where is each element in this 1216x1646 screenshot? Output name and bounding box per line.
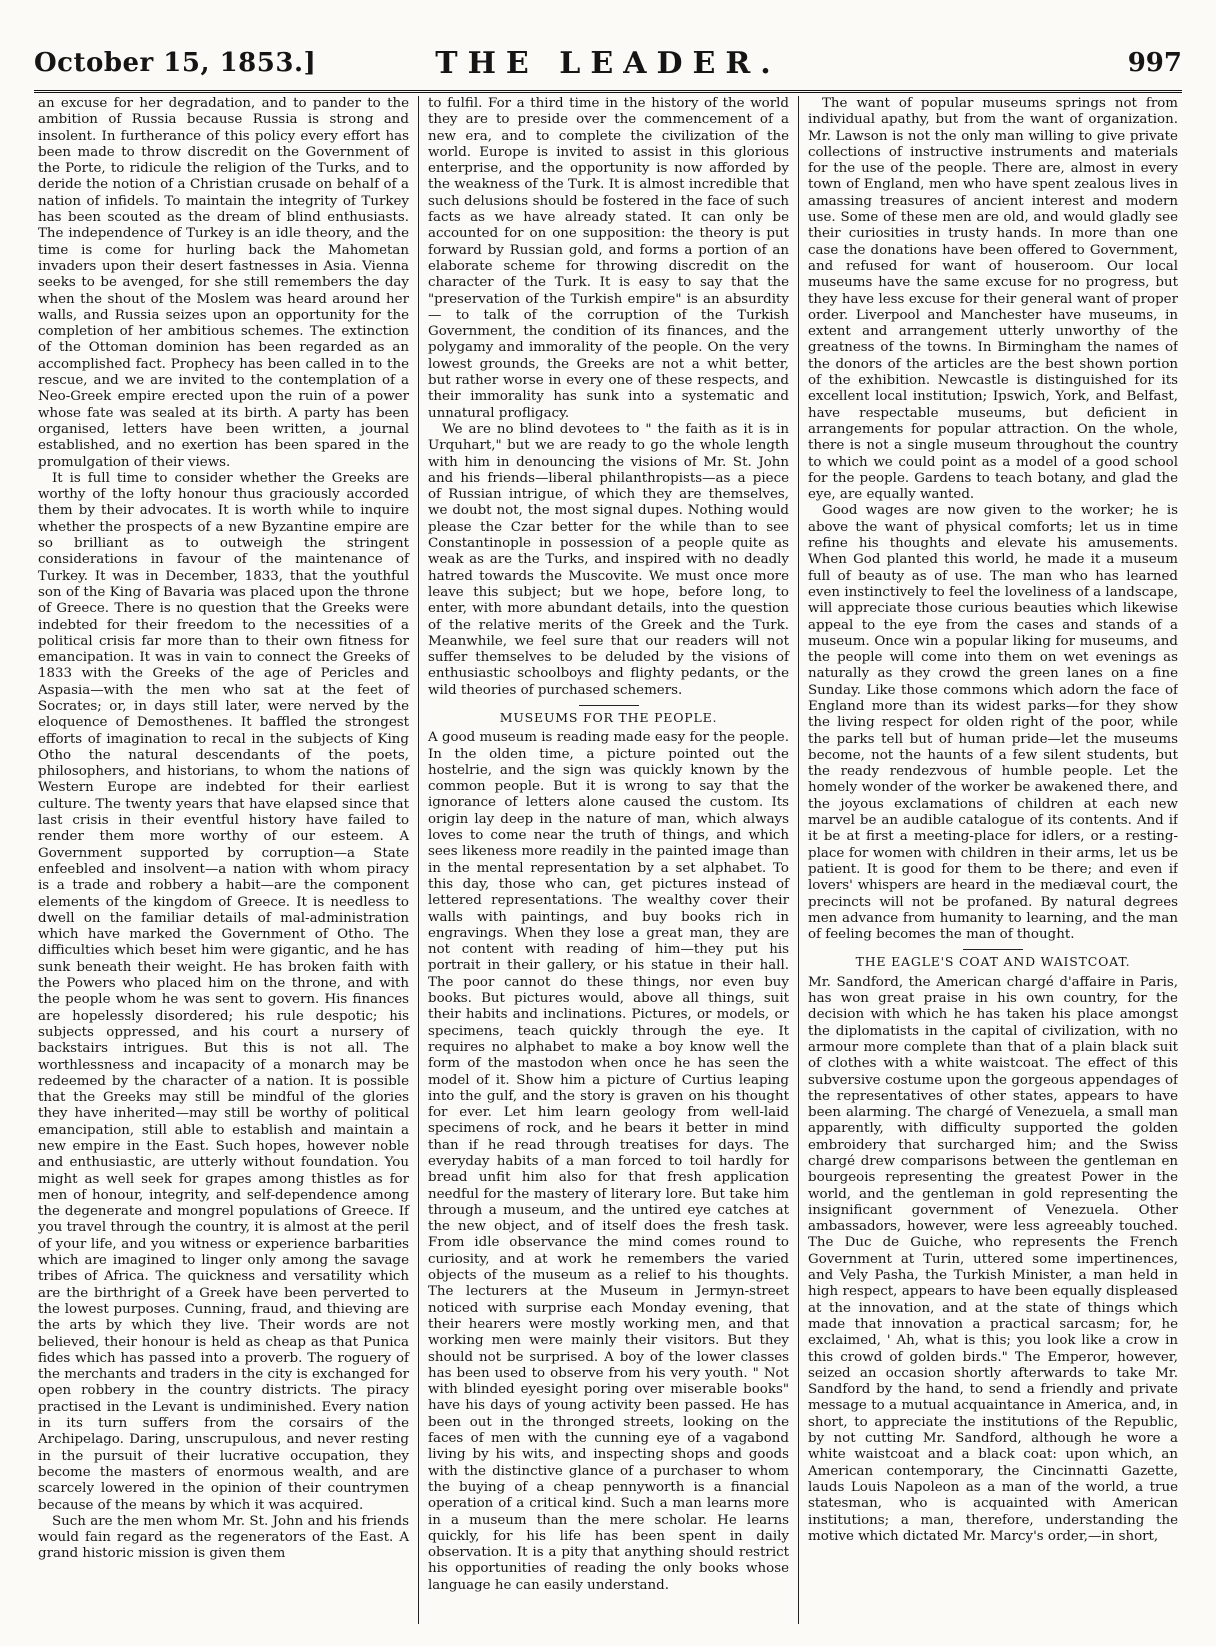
masthead <box>34 40 1182 90</box>
page-number: 997 <box>1127 48 1182 78</box>
newspaper-title: THE LEADER. <box>435 46 781 81</box>
column-2 <box>418 96 798 1624</box>
section-title-eagles-coat: THE EAGLE'S COAT AND WAISTCOAT. <box>855 954 1131 970</box>
article-paragraph: to fulfil. For a third time in the history of the world they are to preside over the commencement of a new era, and to complete the civilization of the world. Europe is invited to assist in this glorious enterprise, and the opportunity is now afforded by the weakness of the Turk. It is almost incredible that such delusions should be fostered in the face of such facts as we have already stated. It can only be accounted for on one supposition: the theory is put forward by Russian gold, and forms a portion of an elaborate scheme for throwing discredit on the character of the Turk. It is easy to say that the "preservation of the Turkish empire" is an absurdity — to talk of the corruption of the Turkish Government, the condition of its finances, and the polygamy and immorality of the people. On the very lowest grounds, the Greeks are not a whit better, but rather worse in every one of these respects, and their immorality has sunk into a systematic and unnatural profligacy. <box>428 96 789 421</box>
article-paragraph: A good museum is reading made easy for the people. In the olden time, a picture pointed out the hostelrie, and the sign was quickly known by the common people. But it is wrong to say that the ignorance of letters alone caused the custom. Its origin lay deep in the nature of man, which always loves to come near the truth of things, and which sees likeness more readily in the painted image than in the mental representation by a set alphabet. To this day, those who can, get pictures instead of lettered representations. The wealthy cover their walls with paintings, and buy books rich in engravings. When they lose a great man, they are not content with reading of him—they put his portrait in their gallery, or his statue in their hall. The poor cannot do these things, nor even buy books. But pictures would, above all things, suit their habits and inclinations. Pictures, or models, or specimens, teach quickly through the eye. It requires no alphabet to make a boy know well the form of the mastodon when once he has seen the model of it. Show him a picture of Curtius leaping into the gulf, and the story is graven on his thought for ever. Let him learn geology from well-laid specimens of rock, and he bears it better in mind than if he read through treatises for days. The everyday habits of a man forced to toil hardly for bread unfit him also for that fresh application needful for the mastery of literary lore. But take him through a museum, and the untired eye catches at the new object, and of itself does the fresh task. From idle observance the mind comes round to curiosity, and at work he remembers the varied objects of the museum as a relief to his thoughts. The lecturers at the Museum in Jermyn-street noticed with surprise each Monday evening, that their hearers were mostly working men, and that working men were mainly their visitors. But they should not be surprised. A boy of the lower classes has been used to observe from his very youth. " Not with blinded eyesight poring over miserable books" have his days of young activity been passed. He has been out in the thronged streets, looking on the faces of men with the cunning eye of a vagabond living by his wits, and inspecting shops and goods with the distinctive glance of a purchaser to whom the buying of a cheap pennyworth is a financial operation of a critical kind. Such a man learns more in a museum than the mere scholar. He learns quickly, for his life has been spent in daily observation. It is a pity that anything should restrict his opportunities of reading the only books whose language he can easily understand. <box>428 730 789 1593</box>
masthead-rule <box>34 90 1182 93</box>
article-paragraph: Good wages are now given to the worker; he is above the want of physical comforts; let us in time refine his thoughts and elevate his amusements. When God planted this world, he made it a museum full of beauty as of use. The man who has learned even instinctively to feel the loveliness of a landscape, will appreciate those curious beauties which likewise appeal to the eye from the cases and stands of a museum. Once win a popular liking for museums, and the people will come into them on wet evenings as naturally as they crowd the green lanes on a fine Sunday. Like those commons which adorn the face of England more than its widest parks—for they show the living respect for olden right of the poor, while the parks tell but of human pride—let the museums become, not the haunts of a few silent students, but the ready rendezvous of humble people. Let the homely wonder of the worker be awakened there, and the joyous exclamations of children at each new marvel be an audible catalogue of its contents. And if it be at first a meeting-place for idlers, or a resting-place for women with children in their arms, let us be patient. It is good for them to be there; and even if lovers' whispers are heard in the mediæval court, the precincts will not be profaned. By natural degrees men advance from humanity to learning, and the man of feeling becomes the man of thought. <box>808 503 1178 943</box>
column-1 <box>38 96 418 1624</box>
article-paragraph: Such are the men whom Mr. St. John and his friends would fain regard as the regenerators of the East. A grand historic mission is given them <box>38 1513 409 1562</box>
column-3 <box>798 96 1178 1624</box>
section-divider <box>963 949 1023 950</box>
text-columns <box>38 96 1178 1624</box>
section-title-museums: MUSEUMS FOR THE PEOPLE. <box>499 709 718 725</box>
article-paragraph: Mr. Sandford, the American chargé d'affaire in Paris, has won great praise in his own country, for the decision with which he has taken his place amongst the diplomatists in the capital of civilization, with no armour more complete than that of a plain black suit of clothes with a white waistcoat. The effect of this subversive costume upon the gorgeous appendages of the representatives of other states, appears to have been alarming. The chargé of Venezuela, a small man apparently, with difficulty supported the golden embroidery that surcharged him; and the Swiss chargé drew comparisons between the gentleman en bourgeois representing the greatest Power in the world, and the gentleman in gold representing the insignificant government of Venezuela. Other ambassadors, however, were less agreeably touched. The Duc de Guiche, who represents the French Government at Turin, uttered some impertinences, and Vely Pasha, the Turkish Minister, a man held in high respect, appears to have been equally displeased at the innovation, and at the state of things which made that innovation a practical sarcasm; for, he exclaimed, ' Ah, what is this; you look like a crow in this crowd of golden birds." The Emperor, however, seized an occasion shortly afterwards to take Mr. Sandford by the hand, to send a friendly and private message to a mutual acquaintance in America, and, in short, to appreciate the institutions of the Republic, by not cutting Mr. Sandford, although he wore a white waistcoat and a black coat: upon which, an American contemporary, the Cincinnatti Gazette, lauds Louis Napoleon as a man of the world, a true statesman, who is acquainted with American institutions; a man, therefore, understanding the motive which dictated Mr. Marcy's order,—in short, <box>808 974 1178 1544</box>
article-paragraph: an excuse for her degradation, and to pander to the ambition of Russia because Russia is strong and insolent. In furtherance of this policy every effort has been made to throw discredit on the Government of the Porte, to ridicule the religion of the Turks, and to deride the notion of a Christian crusade on behalf of a nation of infidels. To maintain the integrity of Turkey has been scouted as the dream of blind enthusiasts. The independence of Turkey is an idle theory, and the time is come for hurling back the Mahometan invaders upon their desert fastnesses in Asia. Vienna seeks to be avenged, for she still remembers the day when the shout of the Moslem was heard around her walls, and Russia seizes upon an opportunity for the completion of her ambitious schemes. The extinction of the Ottoman dominion has been regarded as an accomplished fact. Prophecy has been called in to the rescue, and we are invited to the contemplation of a Neo-Greek empire erected upon the ruin of a power whose fate was sealed at its birth. A party has been organised, letters have been written, a journal established, and no exertion has been spared in the promulgation of their views. <box>38 96 409 470</box>
issue-date: October 15, 1853.] <box>34 48 317 78</box>
article-paragraph: We are no blind devotees to " the faith as it is in Urquhart," but we are ready to go the whole length with him in denouncing the visions of Mr. St. John and his friends—liberal philanthropists—as a piece of Russian intrigue, of which they are themselves, we doubt not, the most signal dupes. Nothing would please the Czar better for the while than to see Constantinople in possession of a people quite as weak as are the Turks, and inspired with no deadly hatred towards the Muscovite. We must once more leave this subject; but we hope, before long, to enter, with more abundant details, into the question of the relative merits of the Greek and the Turk. Meanwhile, we feel sure that our readers will not suffer themselves to be deluded by the visions of enthusiastic schoolboys and flighty pedants, or the wild theories of purchased schemers. <box>428 421 789 698</box>
article-paragraph: It is full time to consider whether the Greeks are worthy of the lofty honour thus graciously accorded them by their advocates. It is worth while to inquire whether the prospects of a new Byzantine empire are so brilliant as to outweigh the stringent considerations in favour of the maintenance of Turkey. It was in December, 1833, that the youthful son of the King of Bavaria was placed upon the throne of Greece. There is no question that the Greeks were indebted for their freedom to the necessities of a political crisis far more than to their own fitness for emancipation. It was in vain to connect the Greeks of 1833 with the Greeks of the age of Pericles and Aspasia—with the men who sat at the feet of Socrates; or, in days still later, were nerved by the eloquence of Demosthenes. It baffled the strongest efforts of imagination to recal in the subjects of King Otho the natural descendants of the poets, philosophers, and historians, to whom the nations of Western Europe are indebted for their earliest culture. The twenty years that have elapsed since that last crisis in their eventful history have failed to render them more worthy of our esteem. A Government supported by corruption—a State enfeebled and insolvent—a nation with whom piracy is a trade and robbery a habit—are the component elements of the kingdom of Greece. It is needless to dwell on the familiar details of mal-administration which have marked the Government of Otho. The difficulties which beset him were gigantic, and he has sunk beneath their weight. He has broken faith with the Powers who placed him on the throne, and with the people whom he was sent to govern. His finances are hopelessly disordered; his rule despotic; his subjects oppressed, and his court a nursery of backstairs intrigues. But this is not all. The worthlessness and incapacity of a monarch may be redeemed by the character of a nation. It is possible that the Greeks may still be mindful of the glories they have inherited—may still be worthy of political emancipation, still able to establish and maintain a new empire in the East. Such hopes, however noble and enthusiastic, are utterly without foundation. You might as well seek for grapes among thistles as for men of honour, integrity, and self-dependence among the degenerate and mongrel populations of Greece. If you travel through the country, it is almost at the peril of your life, and you witness or experience barbarities which are imagined to linger only among the savage tribes of Africa. The quickness and versatility which are the birthright of a Greek have been perverted to the lowest purposes. Cunning, fraud, and thieving are the arts by which they live. Their words are not believed, their honour is held as cheap as that Punica fides which has passed into a proverb. The roguery of the merchants and traders in the city is exchanged for open robbery in the country districts. The piracy practised in the Levant is undiminished. Every nation in its turn suffers from the corsairs of the Archipelago. Daring, unscrupulous, and never resting in the pursuit of their lucrative occupation, they become the masters of enormous wealth, and are scarcely lowered in the opinion of their countrymen because of the means by which it was acquired. <box>38 470 409 1513</box>
article-paragraph: The want of popular museums springs not from individual apathy, but from the want of organization. Mr. Lawson is not the only man willing to give private collections of instructive instruments and materials for the use of the people. There are, almost in every town of England, men who have spent zealous lives in amassing treasures of ancient interest and modern use. Some of these men are old, and would gladly see their curiosities in trusty hands. In more than one case the donations have been offered to Government, and refused for want of houseroom. Our local museums have the same excuse for no progress, but they have less excuse for their general want of proper order. Liverpool and Manchester have museums, in extent and arrangement utterly unworthy of the greatness of the towns. In Birmingham the names of the donors of the articles are the best shown portion of the exhibition. Newcastle is distinguished for its excellent local institution; Ipswich, York, and Belfast, have respectable museums, but deficient in arrangements for popular attraction. On the whole, there is not a single museum throughout the country to which we could point as a model of a good school for the people. Gardens to teach botany, and glad the eye, are equally wanted. <box>808 96 1178 503</box>
section-divider <box>579 705 639 706</box>
